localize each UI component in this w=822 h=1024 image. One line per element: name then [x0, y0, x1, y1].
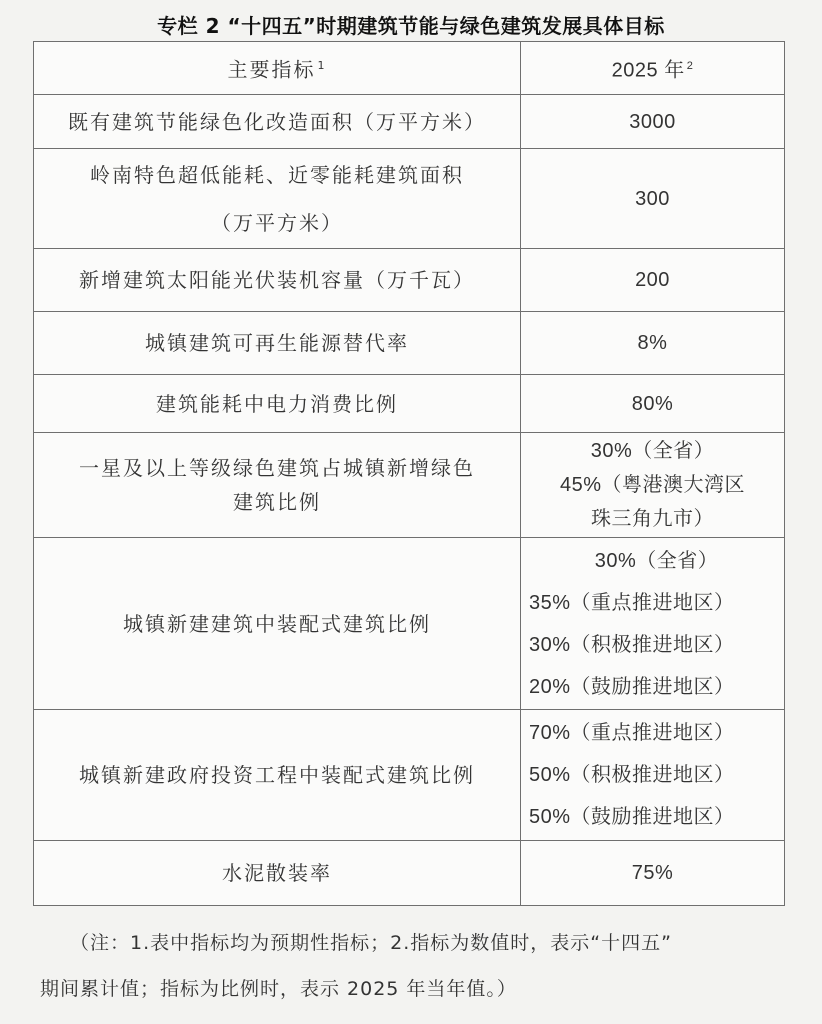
table-row: [34, 249, 785, 312]
value-cell: 70%（重点推进地区） 50%（积极推进地区） 50%（鼓励推进地区）: [521, 710, 785, 841]
header-indicator: 主要指标 $^1$: [34, 42, 521, 95]
indicator-cell: 岭南特色超低能耗、近零能耗建筑面积 （万平方米）: [34, 149, 521, 249]
table-row: [34, 149, 785, 249]
table-row: [34, 710, 785, 841]
indicator-cell: 一星及以上等级绿色建筑占城镇新增绿色 建筑比例: [34, 433, 521, 538]
value-cell: 300: [521, 149, 785, 249]
value-cell: 8%: [521, 312, 785, 375]
table-row: [34, 841, 785, 906]
indicator-cell: 城镇新建政府投资工程中装配式建筑比例: [34, 710, 521, 841]
footnote-line: （注：1.表中指标均为预期性指标；2.指标为数值时，表示“十四五”: [70, 932, 672, 954]
footnote-line: 期间累计值；指标为比例时，表示 2025 年当年值。）: [40, 978, 517, 1000]
table-row: [34, 433, 785, 538]
indicator-cell: 城镇建筑可再生能源替代率: [34, 312, 521, 375]
value-cell: 3000: [521, 95, 785, 149]
table-row: [34, 312, 785, 375]
header-year: 2025 年 $^2$: [521, 42, 785, 95]
value-cell: 200: [521, 249, 785, 312]
footnote-marker: 1: [317, 59, 327, 73]
indicator-cell: 建筑能耗中电力消费比例: [34, 375, 521, 433]
table-row: [34, 95, 785, 149]
table-title: 专栏 2 “十四五”时期建筑节能与绿色建筑发展具体目标: [157, 14, 665, 38]
table-row: [34, 538, 785, 710]
table-header-row: [34, 42, 785, 95]
table-footnote: [40, 920, 800, 1012]
indicator-cell: 水泥散装率: [34, 841, 521, 906]
value-cell: 30%（全省） 35%（重点推进地区） 30%（积极推进地区） 20%（鼓励推进地区）: [521, 538, 785, 710]
footnote-marker: 2: [686, 59, 694, 72]
indicator-cell: 城镇新建建筑中装配式建筑比例: [34, 538, 521, 710]
targets-table: [33, 41, 785, 906]
value-cell: 75%: [521, 841, 785, 906]
table-row: [34, 375, 785, 433]
value-cell: 30%（全省） 45%（粤港澳大湾区 珠三角九市）: [521, 433, 785, 538]
value-cell: 80%: [521, 375, 785, 433]
indicator-cell: 新增建筑太阳能光伏装机容量（万千瓦）: [34, 249, 521, 312]
indicator-cell: 既有建筑节能绿色化改造面积（万平方米）: [34, 95, 521, 149]
